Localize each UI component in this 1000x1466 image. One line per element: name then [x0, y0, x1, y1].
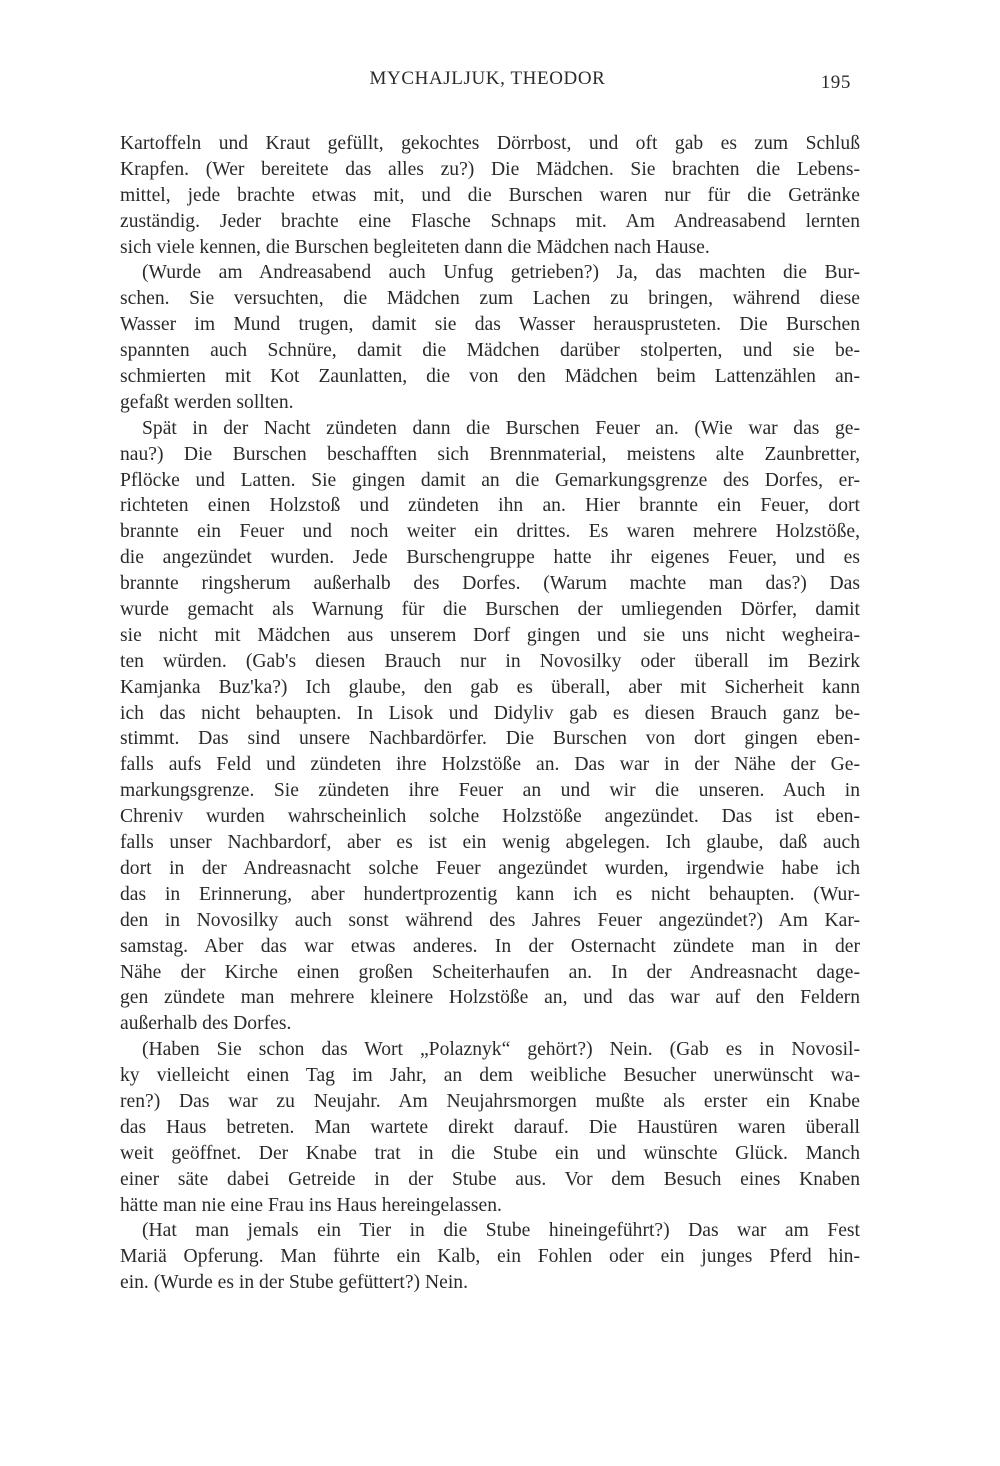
text-line: ich das nicht behaupten. In Lisok und Didyliv gab es diesen Brauch ganz be- — [120, 702, 860, 724]
text-line: (Haben Sie schon das Wort „Polaznyk“ gehört?) Nein. (Gab es in Novosil- — [142, 1039, 860, 1061]
text-line: brannte ringsherum außerhalb des Dorfes. (Warum machte man das?) Das — [120, 573, 860, 595]
text-line: samstag. Aber das war etwas anderes. In der Osternacht zündete man in der — [120, 935, 860, 957]
text-line: die angezündet wurden. Jede Burschengruppe hatte ihr eigenes Feuer, und es — [120, 547, 860, 569]
page-header — [120, 68, 855, 98]
text-line: Spät in der Nacht zündeten dann die Burschen Feuer an. (Wie war das ge- — [142, 417, 860, 439]
body-text — [120, 131, 860, 1296]
text-line: markungsgrenze. Sie zündeten ihre Feuer an und wir die unseren. Auch in — [120, 780, 860, 802]
text-line: Kamjanka Buz'ka?) Ich glaube, den gab es überall, aber mit Sicherheit kann — [120, 676, 860, 698]
text-line: ten würden. (Gab's diesen Brauch nur in Novosilky oder überall im Bezirk — [120, 650, 860, 672]
text-line: ky vielleicht einen Tag im Jahr, an dem weibliche Besucher unerwünscht wa- — [120, 1065, 860, 1087]
text-line: weit geöffnet. Der Knabe trat in die Stube ein und wünschte Glück. Manch — [120, 1142, 860, 1164]
text-line: spannten auch Schnüre, damit die Mädchen darüber stolperten, und sie be- — [120, 340, 860, 362]
text-line: dort in der Andreasnacht solche Feuer angezündet wurden, irgendwie habe ich — [120, 857, 860, 879]
text-line: schen. Sie versuchten, die Mädchen zum Lachen zu bringen, während diese — [120, 288, 860, 310]
text-line: (Hat man jemals ein Tier in die Stube hineingeführt?) Das war am Fest — [142, 1220, 860, 1242]
text-line: Mariä Opferung. Man führte ein Kalb, ein Fohlen oder ein junges Pferd hin- — [120, 1246, 860, 1268]
text-line: Kartoffeln und Kraut gefüllt, gekochtes Dörrbost, und oft gab es zum Schluß — [120, 133, 860, 154]
text-line: zuständig. Jeder brachte eine Flasche Schnaps mit. Am Andreasabend lernten — [120, 210, 860, 232]
text-line: hätte man nie eine Frau ins Haus hereingelassen. — [120, 1194, 502, 1216]
text-line: ren?) Das war zu Neujahr. Am Neujahrsmorgen mußte als erster ein Knabe — [120, 1090, 860, 1112]
text-line: (Wurde am Andreasabend auch Unfug getrieben?) Ja, das machten die Bur- — [142, 262, 860, 284]
paragraph — [120, 260, 860, 415]
text-line: richteten einen Holzstoß und zündeten ihn an. Hier brannte ein Feuer, dort — [120, 495, 860, 517]
paragraph — [120, 1218, 860, 1296]
text-line: das Haus betreten. Man wartete direkt darauf. Die Haustüren waren überall — [120, 1116, 860, 1138]
text-line: wurde gemacht als Warnung für die Burschen der umliegenden Dörfer, damit — [120, 599, 860, 621]
text-line: falls unser Nachbardorf, aber es ist ein wenig abgelegen. Ich glaube, daß auch — [120, 832, 860, 854]
running-title: MYCHAJLJUK, THEODOR — [369, 68, 606, 89]
text-line: den in Novosilky auch sonst während des Jahres Feuer angezündet?) Am Kar- — [120, 909, 860, 931]
text-line: sich viele kennen, die Burschen begleiteten dann die Mädchen nach Hause. — [120, 236, 710, 258]
text-line: brannte ein Feuer und noch weiter ein drittes. Es waren mehrere Holzstöße, — [120, 521, 860, 543]
paragraph — [120, 1037, 860, 1218]
text-line: Krapfen. (Wer bereitete das alles zu?) Die Mädchen. Sie brachten die Lebens- — [120, 158, 860, 180]
text-line: Wasser im Mund trugen, damit sie das Wasser herausprusteten. Die Burschen — [120, 314, 860, 336]
text-line: gen zündete man mehrere kleinere Holzstöße an, und das war auf den Feldern — [120, 987, 860, 1009]
paragraph — [120, 131, 860, 260]
text-line: schmierten mit Kot Zaunlatten, die von den Mädchen beim Lattenzählen an- — [120, 366, 860, 388]
page-number: 195 — [820, 72, 851, 93]
text-line: falls aufs Feld und zündeten ihre Holzstöße an. Das war in der Nähe der Ge- — [120, 754, 860, 776]
text-line: sie nicht mit Mädchen aus unserem Dorf gingen und sie uns nicht wegheira- — [120, 624, 860, 646]
text-line: außerhalb des Dorfes. — [120, 1013, 292, 1035]
text-line: einer säte dabei Getreide in der Stube aus. Vor dem Besuch eines Knaben — [120, 1168, 860, 1190]
text-line: gefaßt werden sollten. — [120, 391, 294, 413]
text-line: Nähe der Kirche einen großen Scheiterhaufen an. In der Andreasnacht dage- — [120, 961, 860, 983]
text-line: mittel, jede brachte etwas mit, und die Burschen waren nur für die Getränke — [120, 184, 860, 206]
text-line: Chreniv wurden wahrscheinlich solche Holzstöße angezündet. Das ist eben- — [120, 806, 860, 828]
text-line: das in Erinnerung, aber hundertprozentig kann ich es nicht behaupten. (Wur- — [120, 883, 860, 905]
paragraph — [120, 416, 860, 1037]
text-line: stimmt. Das sind unsere Nachbardörfer. Die Burschen von dort gingen eben- — [120, 728, 860, 750]
text-line: nau?) Die Burschen beschafften sich Brennmaterial, meistens alte Zaunbretter, — [120, 443, 860, 465]
text-line: ein. (Wurde es in der Stube gefüttert?) Nein. — [120, 1272, 468, 1294]
text-line: Pflöcke und Latten. Sie gingen damit an die Gemarkungsgrenze des Dorfes, er- — [120, 469, 860, 491]
